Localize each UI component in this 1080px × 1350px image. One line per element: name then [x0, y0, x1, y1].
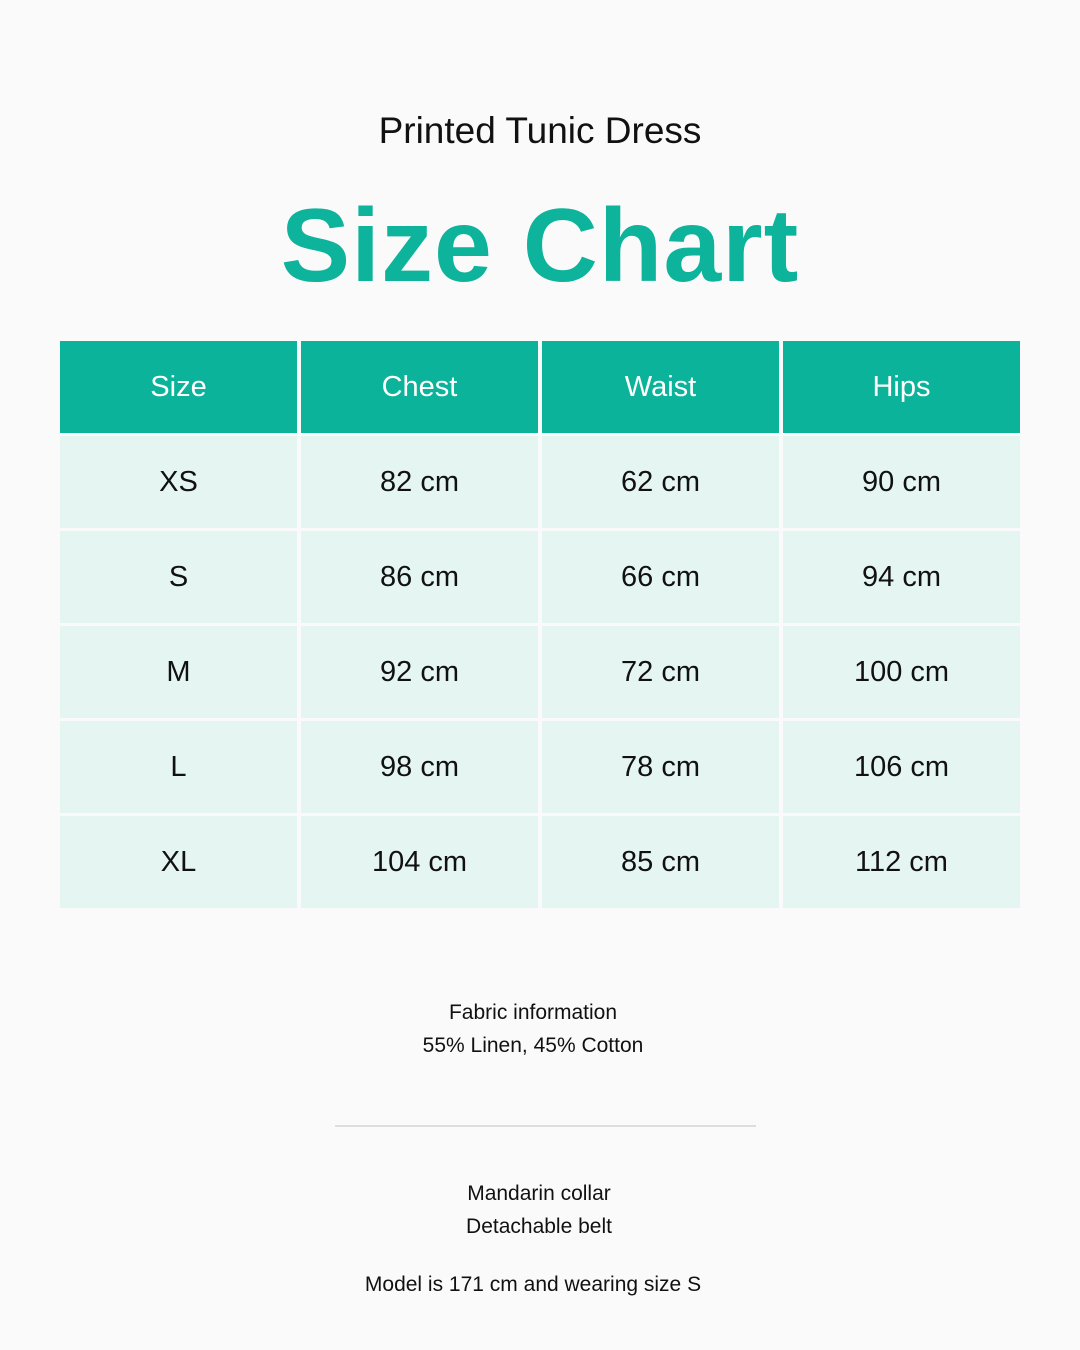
column-header-size: Size: [60, 341, 297, 433]
table-cell-hips: 106 cm: [783, 721, 1020, 813]
table-cell-size: S: [60, 531, 297, 623]
table-cell-waist: 78 cm: [542, 721, 779, 813]
feature-item: Detachable belt: [466, 1215, 612, 1238]
column-header-chest: Chest: [301, 341, 538, 433]
table-cell-chest: 98 cm: [301, 721, 538, 813]
feature-list: [0, 1177, 1078, 1243]
table-cell-hips: 94 cm: [783, 531, 1020, 623]
table-cell-chest: 104 cm: [301, 816, 538, 908]
table-cell-size: XS: [60, 436, 297, 528]
size-table: [60, 341, 1020, 908]
table-cell-chest: 86 cm: [301, 531, 538, 623]
feature-item: Mandarin collar: [467, 1182, 611, 1205]
column-header-waist: Waist: [542, 341, 779, 433]
table-cell-waist: 66 cm: [542, 531, 779, 623]
table-cell-hips: 90 cm: [783, 436, 1020, 528]
product-name: Printed Tunic Dress: [378, 110, 702, 151]
table-cell-waist: 72 cm: [542, 626, 779, 718]
divider: [335, 1125, 756, 1127]
table-cell-size: L: [60, 721, 297, 813]
table-cell-hips: 100 cm: [783, 626, 1020, 718]
table-cell-hips: 112 cm: [783, 816, 1020, 908]
column-header-hips: Hips: [783, 341, 1020, 433]
table-cell-waist: 62 cm: [542, 436, 779, 528]
table-cell-chest: 82 cm: [301, 436, 538, 528]
fabric-info: [0, 996, 1066, 1062]
fabric-composition: 55% Linen, 45% Cotton: [422, 1034, 644, 1057]
table-cell-size: XL: [60, 816, 297, 908]
table-cell-waist: 85 cm: [542, 816, 779, 908]
table-cell-size: M: [60, 626, 297, 718]
table-cell-chest: 92 cm: [301, 626, 538, 718]
model-note: Model is 171 cm and wearing size S: [364, 1273, 702, 1296]
fabric-label: Fabric information: [448, 1001, 618, 1024]
page-title: Size Chart: [280, 188, 800, 304]
